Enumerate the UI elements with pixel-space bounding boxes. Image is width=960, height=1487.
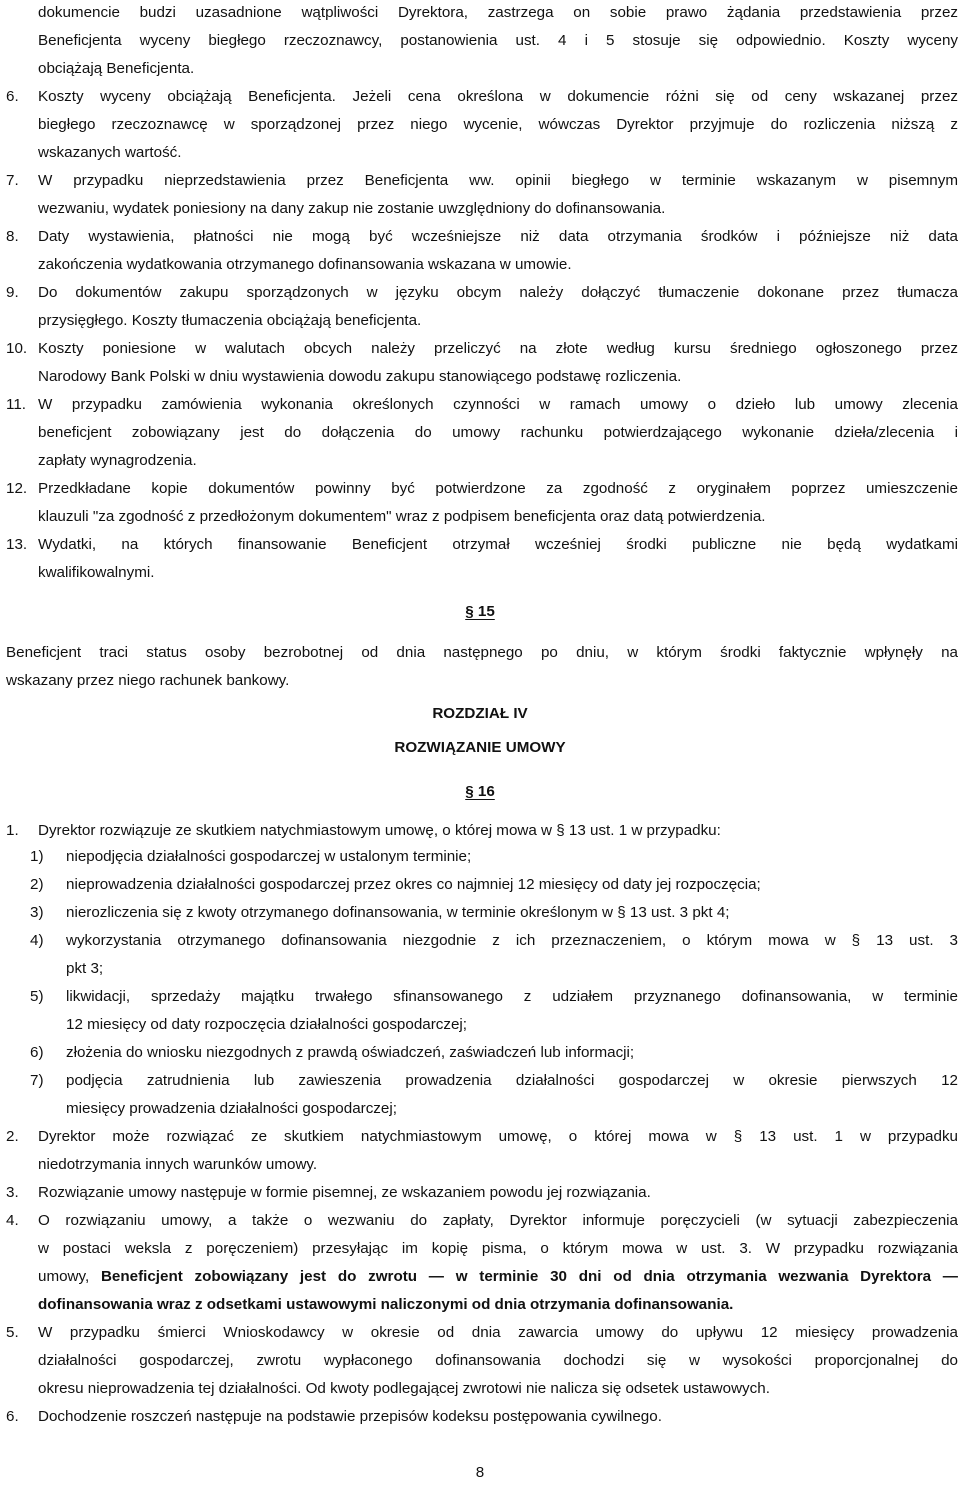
paragraph-line: wskazanych wartość. <box>38 144 182 161</box>
item-number: 9. <box>6 284 19 301</box>
paragraph-line: Rozwiązanie umowy następuje w formie pisemnej, ze wskazaniem powodu jej rozwiązania. <box>38 1184 651 1201</box>
subitem-number: 5) <box>30 988 44 1005</box>
paragraph-line: Dyrektor może rozwiązać ze skutkiem natychmiastowym umowę, o której mowa w § 13 ust. 1 w przypadku <box>38 1128 958 1145</box>
subitem-number: 6) <box>30 1044 44 1061</box>
chapter-title: ROZDZIAŁ IV <box>432 705 528 722</box>
paragraph-line: Przedkładane kopie dokumentów powinny być potwierdzone za zgodność z oryginałem poprzez umieszczenie <box>38 480 958 497</box>
item-number: 13. <box>6 536 28 553</box>
section-15-heading: § 15 <box>465 603 495 620</box>
subitem-line: pkt 3; <box>66 960 104 977</box>
paragraph-line: Koszty poniesione w walutach obcych należy przeliczyć na złote według kursu średniego ogłoszonego przez <box>38 340 958 357</box>
paragraph-line: biegłego rzeczoznawcę w sporządzonej przez niego wycenie, wówczas Dyrektor przyjmuje do rozliczenia niższą z <box>38 116 958 133</box>
item-number: 2. <box>6 1128 19 1145</box>
item-number: 6. <box>6 1408 19 1425</box>
paragraph-line: W przypadku śmierci Wnioskodawcy w okresie od dnia zawarcia umowy do upływu 12 miesięcy prowadzenia <box>38 1324 958 1341</box>
paragraph-line: beneficjent zobowiązany jest do dołączenia do umowy rachunku potwierdzającego wykonanie dzieła/zlecenia i <box>38 424 958 441</box>
item-number: 12. <box>6 480 28 497</box>
paragraph-line: kwalifikowalnymi. <box>38 564 155 581</box>
item-number: 10. <box>6 340 28 357</box>
chapter-subtitle: ROZWIĄZANIE UMOWY <box>394 739 566 756</box>
section-16-heading: § 16 <box>465 783 495 800</box>
paragraph-line: O rozwiązaniu umowy, a także o wezwaniu do zapłaty, Dyrektor informuje poręczycieli (w sytuacji zabezpieczenia <box>38 1212 958 1229</box>
paragraph-line: Narodowy Bank Polski w dniu wystawienia dowodu zakupu stanowiącego podstawę rozliczenia. <box>38 368 682 385</box>
paragraph-line: wskazany przez niego rachunek bankowy. <box>6 672 290 689</box>
paragraph-line: zapłaty wynagrodzenia. <box>38 452 197 469</box>
paragraph-line: W przypadku nieprzedstawienia przez Beneficjenta ww. opinii biegłego w terminie wskazanym w pisemnym <box>38 172 958 189</box>
paragraph-line: klauzuli "za zgodność z przedłożonym dokumentem" wraz z podpisem beneficjenta oraz datą potwierdzenia. <box>38 508 766 525</box>
paragraph-line: Beneficjent traci status osoby bezrobotnej od dnia następnego po dniu, w którym środki faktycznie wpłynęły na <box>6 644 958 661</box>
subitem-line: 12 miesięcy od daty rozpoczęcia działalności gospodarczej; <box>66 1016 467 1033</box>
subitem-line: niepodjęcia działalności gospodarczej w ustalonym terminie; <box>66 848 472 865</box>
line-bold-text: Beneficjent zobowiązany jest do zwrotu — w terminie 30 dni od dnia otrzymania wezwania Dyrektora — <box>100 1268 958 1285</box>
item-number: 11. <box>6 396 26 413</box>
subitem-number: 2) <box>30 876 44 893</box>
paragraph-line: Do dokumentów zakupu sporządzonych w języku obcym należy dołączyć tłumaczenie dokonane przez tłumacza <box>38 284 958 301</box>
subitem-line: nierozliczenia się z kwoty otrzymanego dofinansowania, w terminie określonym w § 13 ust. 3 pkt 4; <box>66 904 730 921</box>
subitem-line: wykorzystania otrzymanego dofinansowania niezgodnie z ich przeznaczeniem, o którym mowa w § 13 ust. 3 <box>66 932 958 949</box>
subitem-line: miesięcy prowadzenia działalności gospodarczej; <box>66 1100 397 1117</box>
paragraph-line: W przypadku zamówienia wykonania określonych czynności w ramach umowy o dzieło lub umowy zlecenia <box>38 396 958 413</box>
item-number: 4. <box>6 1212 19 1229</box>
paragraph-line: niedotrzymania innych warunków umowy. <box>38 1156 318 1173</box>
subitem-number: 3) <box>30 904 44 921</box>
paragraph-line: Beneficjenta wyceny biegłego rzeczoznawcy, postanowienia ust. 4 i 5 stosuje się odpowiednio. Koszty wyceny <box>38 32 958 49</box>
item-number: 1. <box>6 822 19 839</box>
paragraph-line <box>38 1263 958 1291</box>
paragraph-line: okresu nieprowadzenia tej działalności. Od kwoty podlegającej zwrotowi nie nalicza się odsetek ustawowych. <box>38 1380 770 1397</box>
page-number: 8 <box>475 1464 485 1481</box>
paragraph-line: wezwaniu, wydatek poniesiony na dany zakup nie zostanie uwzględniony do dofinansowania. <box>38 200 666 217</box>
paragraph-line: Wydatki, na których finansowanie Beneficjent otrzymał wcześniej środki publiczne nie będą wydatkami <box>38 536 958 553</box>
subitem-number: 7) <box>30 1072 44 1089</box>
paragraph-line: w postaci weksla z poręczeniem) przesyłając im kopię pisma, o którym mowa w ust. 3. W przypadku rozwiązania <box>38 1240 958 1257</box>
paragraph-line: przysięgłego. Koszty tłumaczenia obciążają beneficjenta. <box>38 312 422 329</box>
paragraph-line-bold: dofinansowania wraz z odsetkami ustawowymi naliczonymi od dnia otrzymania dofinansowania. <box>38 1296 734 1313</box>
paragraph-line: dokumencie budzi uzasadnione wątpliwości Dyrektora, zastrzega on sobie prawo żądania przedstawienia przez <box>38 4 958 21</box>
item-number: 7. <box>6 172 19 189</box>
paragraph-line: Dyrektor rozwiązuje ze skutkiem natychmiastowym umowę, o której mowa w § 13 ust. 1 w przypadku: <box>38 822 721 839</box>
line-normal-text: umowy, <box>38 1268 101 1285</box>
subitem-line: złożenia do wniosku niezgodnych z prawdą oświadczeń, zaświadczeń lub informacji; <box>66 1044 635 1061</box>
subitem-line: nieprowadzenia działalności gospodarczej przez okres co najmniej 12 miesięcy od daty jej rozpoczęcia; <box>66 876 761 893</box>
paragraph-line: Koszty wyceny obciążają Beneficjenta. Jeżeli cena określona w dokumencie różni się od ceny wskazanej przez <box>38 88 958 105</box>
item-number: 8. <box>6 228 19 245</box>
item-number: 6. <box>6 88 19 105</box>
paragraph-line: zakończenia wydatkowania otrzymanego dofinansowania wskazana w umowie. <box>38 256 572 273</box>
subitem-line: podjęcia zatrudnienia lub zawieszenia prowadzenia działalności gospodarczej w okresie pierwszych 12 <box>66 1072 958 1089</box>
subitem-line: likwidacji, sprzedaży majątku trwałego sfinansowanego z udziałem przyznanego dofinansowania, w terminie <box>66 988 958 1005</box>
subitem-number: 4) <box>30 932 44 949</box>
subitem-number: 1) <box>30 848 44 865</box>
paragraph-line: obciążają Beneficjenta. <box>38 60 195 77</box>
item-number: 5. <box>6 1324 19 1341</box>
paragraph-line: Dochodzenie roszczeń następuje na podstawie przepisów kodeksu postępowania cywilnego. <box>38 1408 662 1425</box>
paragraph-line: działalności gospodarczej, zwrotu wypłaconego dofinansowania dochodzi się w wysokości proporcjonalnej do <box>38 1352 958 1369</box>
paragraph-line: Daty wystawienia, płatności nie mogą być wcześniejsze niż data otrzymania środków i późniejsze niż data <box>38 228 958 245</box>
item-number: 3. <box>6 1184 19 1201</box>
